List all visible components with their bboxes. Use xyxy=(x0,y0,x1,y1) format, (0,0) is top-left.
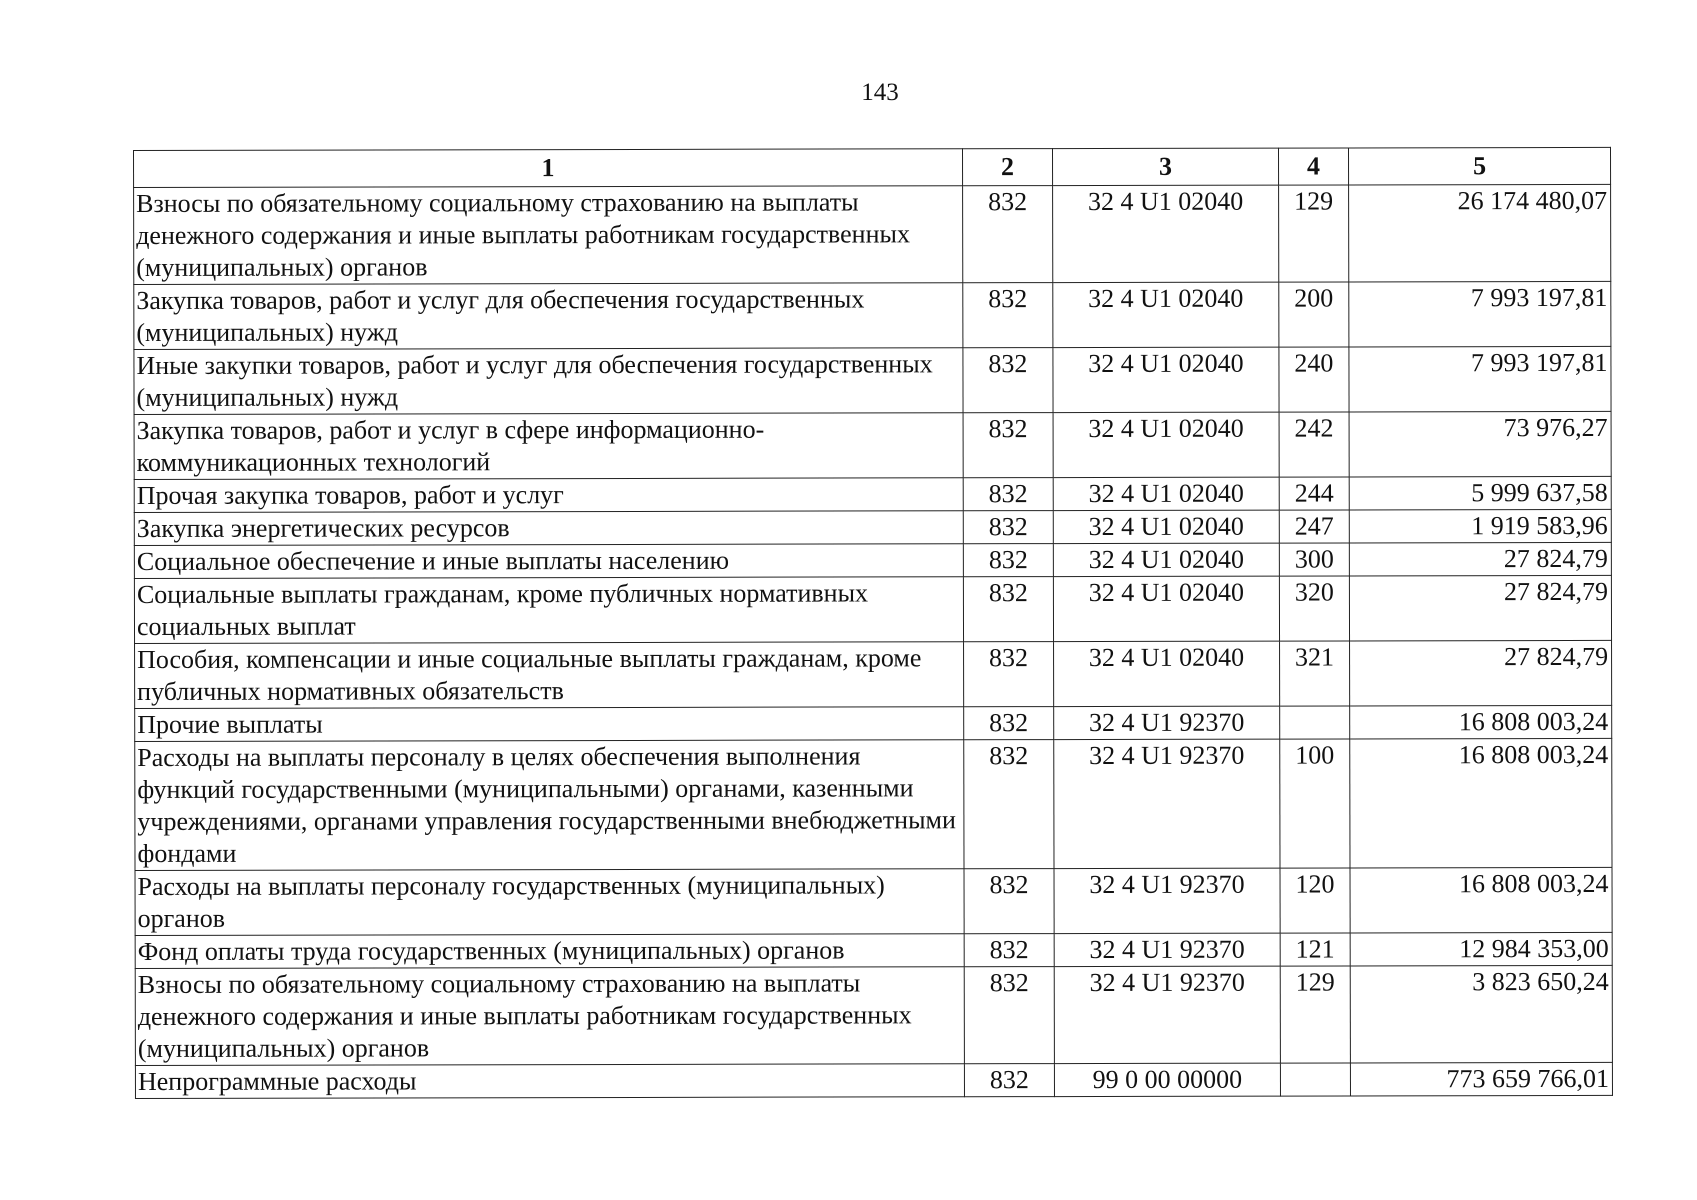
table-row xyxy=(134,575,1611,643)
row-type-cell: 200 xyxy=(1279,282,1349,347)
header-column-2: 2 xyxy=(962,149,1052,186)
row-type-cell: 244 xyxy=(1279,477,1349,510)
row-amount-cell: 773 659 766,01 xyxy=(1350,1062,1612,1096)
row-article-cell: 32 4 U1 02040 xyxy=(1053,412,1279,477)
row-name-cell: Закупка товаров, работ и услуг в сфере информационно-коммуникационных технологий xyxy=(134,413,963,480)
row-type-cell: 247 xyxy=(1279,510,1349,543)
row-type-cell: 129 xyxy=(1280,966,1350,1063)
row-code-cell: 832 xyxy=(963,413,1053,478)
row-code-cell: 832 xyxy=(963,544,1053,577)
row-name-cell: Закупка товаров, работ и услуг для обеспечения государственных (муниципальных) нужд xyxy=(134,283,963,350)
row-article-cell: 32 4 U1 92370 xyxy=(1054,933,1280,966)
table-row xyxy=(134,281,1611,349)
row-article-cell: 32 4 U1 92370 xyxy=(1054,739,1280,868)
row-article-cell: 32 4 U1 02040 xyxy=(1053,477,1279,510)
page-number: 143 xyxy=(861,79,899,106)
row-amount-cell: 27 824,79 xyxy=(1350,640,1612,706)
row-name-cell: Социальное обеспечение и иные выплаты населению xyxy=(134,544,963,579)
row-amount-cell: 1 919 583,96 xyxy=(1349,509,1611,543)
table-row xyxy=(134,476,1611,512)
row-code-cell: 832 xyxy=(963,577,1053,642)
row-name-cell: Социальные выплаты гражданам, кроме публичных нормативных социальных выплат xyxy=(134,577,963,644)
row-name-cell: Прочая закупка товаров, работ и услуг xyxy=(134,478,963,513)
row-name-cell: Взносы по обязательному социальному страхованию на выплаты денежного содержания и иные выплаты работникам государственных (муниципальных) органов xyxy=(135,967,964,1066)
table-row xyxy=(135,705,1612,741)
table-row xyxy=(134,184,1611,284)
table-row xyxy=(134,411,1611,479)
row-article-cell: 32 4 U1 02040 xyxy=(1053,347,1279,412)
row-code-cell: 832 xyxy=(964,1064,1054,1097)
row-name-cell: Непрограммные расходы xyxy=(135,1064,964,1099)
table-row xyxy=(134,509,1611,545)
row-amount-cell: 7 993 197,81 xyxy=(1349,281,1611,347)
header-column-5: 5 xyxy=(1349,147,1611,185)
row-type-cell: 321 xyxy=(1279,641,1349,706)
row-code-cell: 832 xyxy=(964,934,1054,967)
row-type-cell xyxy=(1280,706,1350,739)
row-type-cell xyxy=(1280,1063,1350,1096)
row-article-cell: 32 4 U1 02040 xyxy=(1053,543,1279,576)
row-type-cell: 300 xyxy=(1279,543,1349,576)
table-row xyxy=(134,542,1611,578)
row-name-cell: Закупка энергетических ресурсов xyxy=(134,511,963,546)
row-name-cell: Расходы на выплаты персоналу государственных (муниципальных) органов xyxy=(135,869,964,936)
row-amount-cell: 26 174 480,07 xyxy=(1349,184,1611,282)
table-row xyxy=(135,932,1612,968)
row-amount-cell: 3 823 650,24 xyxy=(1350,965,1612,1063)
row-code-cell: 832 xyxy=(964,869,1054,934)
table-row xyxy=(134,346,1611,414)
row-amount-cell: 16 808 003,24 xyxy=(1350,867,1612,933)
table-header-row xyxy=(134,147,1611,187)
row-amount-cell: 12 984 353,00 xyxy=(1350,932,1612,966)
header-column-4: 4 xyxy=(1278,148,1348,185)
row-name-cell: Прочие выплаты xyxy=(135,707,964,742)
budget-table xyxy=(133,147,1613,1099)
row-type-cell: 320 xyxy=(1279,576,1349,641)
row-code-cell: 832 xyxy=(964,740,1055,869)
row-article-cell: 32 4 U1 02040 xyxy=(1053,185,1279,282)
row-article-cell: 32 4 U1 02040 xyxy=(1053,510,1279,543)
row-code-cell: 832 xyxy=(962,186,1052,283)
row-article-cell: 32 4 U1 02040 xyxy=(1054,641,1280,706)
row-code-cell: 832 xyxy=(964,967,1054,1064)
row-article-cell: 32 4 U1 02040 xyxy=(1053,576,1279,641)
row-amount-cell: 27 824,79 xyxy=(1349,542,1611,576)
header-column-3: 3 xyxy=(1053,148,1279,185)
table-row xyxy=(135,867,1612,935)
row-type-cell: 100 xyxy=(1280,739,1351,868)
row-article-cell: 32 4 U1 92370 xyxy=(1054,966,1280,1063)
row-amount-cell: 7 993 197,81 xyxy=(1349,346,1611,412)
row-amount-cell: 27 824,79 xyxy=(1349,575,1611,641)
header-column-1: 1 xyxy=(134,149,963,188)
table-row xyxy=(135,640,1612,708)
row-amount-cell: 5 999 637,58 xyxy=(1349,476,1611,510)
row-amount-cell: 16 808 003,24 xyxy=(1350,738,1612,868)
row-name-cell: Пособия, компенсации и иные социальные выплаты гражданам, кроме публичных нормативных обязательств xyxy=(135,642,964,709)
row-type-cell: 120 xyxy=(1280,868,1350,933)
row-code-cell: 832 xyxy=(963,707,1053,740)
row-code-cell: 832 xyxy=(963,642,1053,707)
row-amount-cell: 16 808 003,24 xyxy=(1350,705,1612,739)
row-type-cell: 240 xyxy=(1279,347,1349,412)
row-amount-cell: 73 976,27 xyxy=(1349,411,1611,477)
row-type-cell: 121 xyxy=(1280,933,1350,966)
row-article-cell: 32 4 U1 92370 xyxy=(1054,868,1280,933)
table-row xyxy=(135,1062,1612,1098)
row-article-cell: 32 4 U1 92370 xyxy=(1054,706,1280,739)
row-article-cell: 99 0 00 00000 xyxy=(1055,1063,1281,1096)
row-type-cell: 242 xyxy=(1279,412,1349,477)
row-code-cell: 832 xyxy=(963,348,1053,413)
row-code-cell: 832 xyxy=(963,511,1053,544)
row-name-cell: Взносы по обязательному социальному страхованию на выплаты денежного содержания и иные выплаты работникам государственных (муниципальных) органов xyxy=(134,186,963,285)
row-type-cell: 129 xyxy=(1278,185,1348,282)
row-code-cell: 832 xyxy=(963,478,1053,511)
table-row xyxy=(135,738,1612,870)
row-name-cell: Расходы на выплаты персоналу в целях обеспечения выполнения функций государственными (муниципальными) органами, казенными учреждениями, органами управления государственными внебюджетными фондами xyxy=(135,740,964,871)
row-article-cell: 32 4 U1 02040 xyxy=(1053,282,1279,347)
row-name-cell: Фонд оплаты труда государственных (муниципальных) органов xyxy=(135,934,964,969)
row-name-cell: Иные закупки товаров, работ и услуг для обеспечения государственных (муниципальных) нужд xyxy=(134,348,963,415)
table-row xyxy=(135,965,1612,1065)
row-code-cell: 832 xyxy=(963,283,1053,348)
